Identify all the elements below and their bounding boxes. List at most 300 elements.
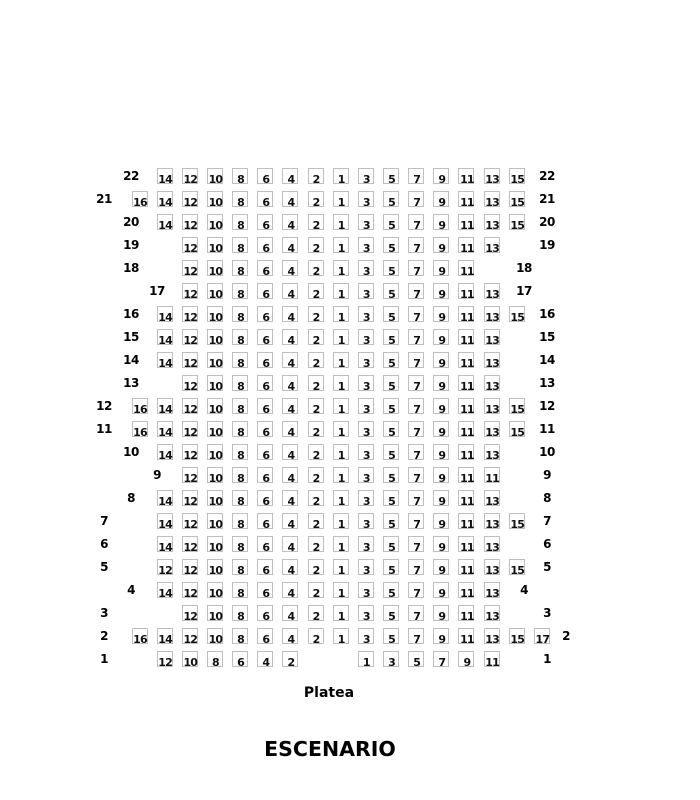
seat[interactable] xyxy=(433,191,449,207)
seat[interactable] xyxy=(383,513,399,529)
seat[interactable] xyxy=(383,306,399,322)
seat[interactable] xyxy=(408,329,424,345)
seat[interactable] xyxy=(207,628,223,644)
seat[interactable] xyxy=(308,306,324,322)
seat[interactable] xyxy=(433,375,449,391)
seat[interactable] xyxy=(282,605,298,621)
seat[interactable] xyxy=(282,628,298,644)
seat[interactable] xyxy=(433,536,449,552)
seat[interactable] xyxy=(333,168,349,184)
seat[interactable] xyxy=(458,329,474,345)
seat[interactable] xyxy=(207,398,223,414)
seat[interactable] xyxy=(182,260,198,276)
seat[interactable] xyxy=(308,214,324,230)
seat[interactable] xyxy=(257,536,273,552)
seat[interactable] xyxy=(207,237,223,253)
seat[interactable] xyxy=(408,536,424,552)
seat[interactable] xyxy=(408,214,424,230)
seat[interactable] xyxy=(282,421,298,437)
seat[interactable] xyxy=(257,237,273,253)
seat[interactable] xyxy=(509,191,525,207)
seat[interactable] xyxy=(383,444,399,460)
seat[interactable] xyxy=(433,605,449,621)
seat[interactable] xyxy=(232,283,248,299)
seat[interactable] xyxy=(207,329,223,345)
seat[interactable] xyxy=(534,628,550,644)
seat[interactable] xyxy=(157,421,173,437)
seat[interactable] xyxy=(257,513,273,529)
seat[interactable] xyxy=(257,329,273,345)
seat[interactable] xyxy=(333,467,349,483)
seat[interactable] xyxy=(383,237,399,253)
seat[interactable] xyxy=(182,605,198,621)
seat[interactable] xyxy=(408,490,424,506)
seat[interactable] xyxy=(232,260,248,276)
seat[interactable] xyxy=(232,628,248,644)
seat[interactable] xyxy=(484,283,500,299)
seat[interactable] xyxy=(207,283,223,299)
seat[interactable] xyxy=(157,628,173,644)
seat[interactable] xyxy=(408,398,424,414)
seat[interactable] xyxy=(484,352,500,368)
seat[interactable] xyxy=(207,605,223,621)
seat[interactable] xyxy=(433,168,449,184)
seat[interactable] xyxy=(182,352,198,368)
seat[interactable] xyxy=(433,421,449,437)
seat[interactable] xyxy=(308,605,324,621)
seat[interactable] xyxy=(383,329,399,345)
seat[interactable] xyxy=(458,421,474,437)
seat[interactable] xyxy=(358,467,374,483)
seat[interactable] xyxy=(232,444,248,460)
seat[interactable] xyxy=(333,352,349,368)
seat[interactable] xyxy=(257,651,273,667)
seat[interactable] xyxy=(458,444,474,460)
seat[interactable] xyxy=(207,375,223,391)
seat[interactable] xyxy=(308,191,324,207)
seat[interactable] xyxy=(182,651,198,667)
seat[interactable] xyxy=(383,559,399,575)
seat[interactable] xyxy=(383,582,399,598)
seat[interactable] xyxy=(232,605,248,621)
seat[interactable] xyxy=(458,651,474,667)
seat[interactable] xyxy=(157,168,173,184)
seat[interactable] xyxy=(358,168,374,184)
seat[interactable] xyxy=(484,214,500,230)
seat[interactable] xyxy=(157,536,173,552)
seat[interactable] xyxy=(282,260,298,276)
seat[interactable] xyxy=(333,421,349,437)
seat[interactable] xyxy=(257,214,273,230)
seat[interactable] xyxy=(358,214,374,230)
seat[interactable] xyxy=(207,559,223,575)
seat[interactable] xyxy=(308,237,324,253)
seat[interactable] xyxy=(458,375,474,391)
seat[interactable] xyxy=(308,467,324,483)
seat[interactable] xyxy=(358,260,374,276)
seat[interactable] xyxy=(383,421,399,437)
seat[interactable] xyxy=(308,444,324,460)
seat[interactable] xyxy=(282,398,298,414)
seat[interactable] xyxy=(182,375,198,391)
seat[interactable] xyxy=(458,605,474,621)
seat[interactable] xyxy=(182,582,198,598)
seat[interactable] xyxy=(232,375,248,391)
seat[interactable] xyxy=(358,444,374,460)
seat[interactable] xyxy=(333,444,349,460)
seat[interactable] xyxy=(458,168,474,184)
seat[interactable] xyxy=(232,536,248,552)
seat[interactable] xyxy=(433,582,449,598)
seat[interactable] xyxy=(484,237,500,253)
seat[interactable] xyxy=(484,306,500,322)
seat[interactable] xyxy=(333,398,349,414)
seat[interactable] xyxy=(408,582,424,598)
seat[interactable] xyxy=(207,536,223,552)
seat[interactable] xyxy=(458,191,474,207)
seat[interactable] xyxy=(282,237,298,253)
seat[interactable] xyxy=(333,513,349,529)
seat[interactable] xyxy=(157,214,173,230)
seat[interactable] xyxy=(282,490,298,506)
seat[interactable] xyxy=(484,168,500,184)
seat[interactable] xyxy=(383,628,399,644)
seat[interactable] xyxy=(358,651,374,667)
seat[interactable] xyxy=(408,421,424,437)
seat[interactable] xyxy=(358,329,374,345)
seat[interactable] xyxy=(157,559,173,575)
seat[interactable] xyxy=(358,421,374,437)
seat[interactable] xyxy=(433,651,449,667)
seat[interactable] xyxy=(257,628,273,644)
seat[interactable] xyxy=(433,352,449,368)
seat[interactable] xyxy=(182,559,198,575)
seat[interactable] xyxy=(257,605,273,621)
seat[interactable] xyxy=(408,168,424,184)
seat[interactable] xyxy=(257,375,273,391)
seat[interactable] xyxy=(333,306,349,322)
seat[interactable] xyxy=(433,559,449,575)
seat[interactable] xyxy=(232,352,248,368)
seat[interactable] xyxy=(333,559,349,575)
seat[interactable] xyxy=(308,168,324,184)
seat[interactable] xyxy=(207,444,223,460)
seat[interactable] xyxy=(257,398,273,414)
seat[interactable] xyxy=(282,467,298,483)
seat[interactable] xyxy=(484,605,500,621)
seat[interactable] xyxy=(232,191,248,207)
seat[interactable] xyxy=(408,513,424,529)
seat[interactable] xyxy=(383,467,399,483)
seat[interactable] xyxy=(458,398,474,414)
seat[interactable] xyxy=(433,214,449,230)
seat[interactable] xyxy=(358,191,374,207)
seat[interactable] xyxy=(157,582,173,598)
seat[interactable] xyxy=(408,375,424,391)
seat[interactable] xyxy=(282,191,298,207)
seat[interactable] xyxy=(458,559,474,575)
seat[interactable] xyxy=(433,237,449,253)
seat[interactable] xyxy=(333,260,349,276)
seat[interactable] xyxy=(458,237,474,253)
seat[interactable] xyxy=(257,168,273,184)
seat[interactable] xyxy=(207,421,223,437)
seat[interactable] xyxy=(308,352,324,368)
seat[interactable] xyxy=(358,306,374,322)
seat[interactable] xyxy=(484,191,500,207)
seat[interactable] xyxy=(157,651,173,667)
seat[interactable] xyxy=(383,352,399,368)
seat[interactable] xyxy=(232,582,248,598)
seat[interactable] xyxy=(408,651,424,667)
seat[interactable] xyxy=(383,191,399,207)
seat[interactable] xyxy=(232,651,248,667)
seat[interactable] xyxy=(308,283,324,299)
seat[interactable] xyxy=(383,490,399,506)
seat[interactable] xyxy=(282,329,298,345)
seat[interactable] xyxy=(458,536,474,552)
seat[interactable] xyxy=(484,467,500,483)
seat[interactable] xyxy=(333,605,349,621)
seat[interactable] xyxy=(433,444,449,460)
seat[interactable] xyxy=(182,237,198,253)
seat[interactable] xyxy=(257,306,273,322)
seat[interactable] xyxy=(484,444,500,460)
seat[interactable] xyxy=(484,559,500,575)
seat[interactable] xyxy=(308,628,324,644)
seat[interactable] xyxy=(182,421,198,437)
seat[interactable] xyxy=(182,398,198,414)
seat[interactable] xyxy=(408,605,424,621)
seat[interactable] xyxy=(282,559,298,575)
seat[interactable] xyxy=(308,559,324,575)
seat[interactable] xyxy=(484,490,500,506)
seat[interactable] xyxy=(433,628,449,644)
seat[interactable] xyxy=(383,375,399,391)
seat[interactable] xyxy=(257,260,273,276)
seat[interactable] xyxy=(358,536,374,552)
seat[interactable] xyxy=(207,490,223,506)
seat[interactable] xyxy=(282,651,298,667)
seat[interactable] xyxy=(308,260,324,276)
seat[interactable] xyxy=(232,329,248,345)
seat[interactable] xyxy=(232,398,248,414)
seat[interactable] xyxy=(157,398,173,414)
seat[interactable] xyxy=(484,628,500,644)
seat[interactable] xyxy=(282,513,298,529)
seat[interactable] xyxy=(458,260,474,276)
seat[interactable] xyxy=(509,168,525,184)
seat[interactable] xyxy=(333,214,349,230)
seat[interactable] xyxy=(333,237,349,253)
seat[interactable] xyxy=(433,306,449,322)
seat[interactable] xyxy=(207,214,223,230)
seat[interactable] xyxy=(333,329,349,345)
seat[interactable] xyxy=(282,582,298,598)
seat[interactable] xyxy=(207,191,223,207)
seat[interactable] xyxy=(182,329,198,345)
seat[interactable] xyxy=(282,214,298,230)
seat[interactable] xyxy=(358,237,374,253)
seat[interactable] xyxy=(232,168,248,184)
seat[interactable] xyxy=(333,375,349,391)
seat[interactable] xyxy=(282,444,298,460)
seat[interactable] xyxy=(383,283,399,299)
seat[interactable] xyxy=(207,168,223,184)
seat[interactable] xyxy=(358,559,374,575)
seat[interactable] xyxy=(232,513,248,529)
seat[interactable] xyxy=(257,559,273,575)
seat[interactable] xyxy=(182,214,198,230)
seat[interactable] xyxy=(408,352,424,368)
seat[interactable] xyxy=(232,306,248,322)
seat[interactable] xyxy=(333,283,349,299)
seat[interactable] xyxy=(157,191,173,207)
seat[interactable] xyxy=(282,283,298,299)
seat[interactable] xyxy=(509,559,525,575)
seat[interactable] xyxy=(358,513,374,529)
seat[interactable] xyxy=(257,444,273,460)
seat[interactable] xyxy=(383,536,399,552)
seat[interactable] xyxy=(207,513,223,529)
seat[interactable] xyxy=(333,191,349,207)
seat[interactable] xyxy=(182,628,198,644)
seat[interactable] xyxy=(232,559,248,575)
seat[interactable] xyxy=(207,582,223,598)
seat[interactable] xyxy=(157,352,173,368)
seat[interactable] xyxy=(182,283,198,299)
seat[interactable] xyxy=(458,283,474,299)
seat[interactable] xyxy=(282,536,298,552)
seat[interactable] xyxy=(433,283,449,299)
seat[interactable] xyxy=(484,421,500,437)
seat[interactable] xyxy=(182,168,198,184)
seat[interactable] xyxy=(257,467,273,483)
seat[interactable] xyxy=(484,513,500,529)
seat[interactable] xyxy=(484,398,500,414)
seat[interactable] xyxy=(383,398,399,414)
seat[interactable] xyxy=(182,444,198,460)
seat[interactable] xyxy=(408,306,424,322)
seat[interactable] xyxy=(308,490,324,506)
seat[interactable] xyxy=(408,237,424,253)
seat[interactable] xyxy=(408,444,424,460)
seat[interactable] xyxy=(157,513,173,529)
seat[interactable] xyxy=(458,352,474,368)
seat[interactable] xyxy=(333,490,349,506)
seat[interactable] xyxy=(458,490,474,506)
seat[interactable] xyxy=(207,260,223,276)
seat[interactable] xyxy=(458,214,474,230)
seat[interactable] xyxy=(232,237,248,253)
seat[interactable] xyxy=(207,352,223,368)
seat[interactable] xyxy=(308,329,324,345)
seat[interactable] xyxy=(484,375,500,391)
seat[interactable] xyxy=(433,467,449,483)
seat[interactable] xyxy=(408,260,424,276)
seat[interactable] xyxy=(358,352,374,368)
seat[interactable] xyxy=(282,375,298,391)
seat[interactable] xyxy=(509,513,525,529)
seat[interactable] xyxy=(458,582,474,598)
seat[interactable] xyxy=(408,467,424,483)
seat[interactable] xyxy=(182,490,198,506)
seat[interactable] xyxy=(509,306,525,322)
seat[interactable] xyxy=(484,536,500,552)
seat[interactable] xyxy=(182,513,198,529)
seat[interactable] xyxy=(157,306,173,322)
seat[interactable] xyxy=(257,352,273,368)
seat[interactable] xyxy=(157,490,173,506)
seat[interactable] xyxy=(383,605,399,621)
seat[interactable] xyxy=(207,306,223,322)
seat[interactable] xyxy=(358,605,374,621)
seat[interactable] xyxy=(308,375,324,391)
seat[interactable] xyxy=(458,306,474,322)
seat[interactable] xyxy=(383,651,399,667)
seat[interactable] xyxy=(358,490,374,506)
seat[interactable] xyxy=(433,490,449,506)
seat[interactable] xyxy=(358,398,374,414)
seat[interactable] xyxy=(257,191,273,207)
seat[interactable] xyxy=(358,283,374,299)
seat[interactable] xyxy=(232,490,248,506)
seat[interactable] xyxy=(282,168,298,184)
seat[interactable] xyxy=(157,444,173,460)
seat[interactable] xyxy=(257,490,273,506)
seat[interactable] xyxy=(132,398,148,414)
seat[interactable] xyxy=(182,467,198,483)
seat[interactable] xyxy=(308,582,324,598)
seat[interactable] xyxy=(358,375,374,391)
seat[interactable] xyxy=(383,214,399,230)
seat[interactable] xyxy=(308,536,324,552)
seat[interactable] xyxy=(308,513,324,529)
seat[interactable] xyxy=(509,214,525,230)
seat[interactable] xyxy=(484,651,500,667)
seat[interactable] xyxy=(358,628,374,644)
seat[interactable] xyxy=(257,283,273,299)
seat[interactable] xyxy=(157,329,173,345)
seat[interactable] xyxy=(132,421,148,437)
seat[interactable] xyxy=(333,582,349,598)
seat[interactable] xyxy=(207,467,223,483)
seat[interactable] xyxy=(433,329,449,345)
seat[interactable] xyxy=(458,467,474,483)
seat[interactable] xyxy=(408,283,424,299)
seat[interactable] xyxy=(182,306,198,322)
seat[interactable] xyxy=(232,421,248,437)
seat[interactable] xyxy=(257,421,273,437)
seat[interactable] xyxy=(458,513,474,529)
seat[interactable] xyxy=(308,421,324,437)
seat[interactable] xyxy=(132,191,148,207)
seat[interactable] xyxy=(433,398,449,414)
seat[interactable] xyxy=(182,191,198,207)
seat[interactable] xyxy=(433,513,449,529)
seat[interactable] xyxy=(408,628,424,644)
seat[interactable] xyxy=(257,582,273,598)
seat[interactable] xyxy=(308,398,324,414)
seat[interactable] xyxy=(333,628,349,644)
seat[interactable] xyxy=(333,536,349,552)
seat[interactable] xyxy=(207,651,223,667)
seat[interactable] xyxy=(458,628,474,644)
seat[interactable] xyxy=(232,467,248,483)
seat[interactable] xyxy=(282,352,298,368)
seat[interactable] xyxy=(282,306,298,322)
seat[interactable] xyxy=(132,628,148,644)
